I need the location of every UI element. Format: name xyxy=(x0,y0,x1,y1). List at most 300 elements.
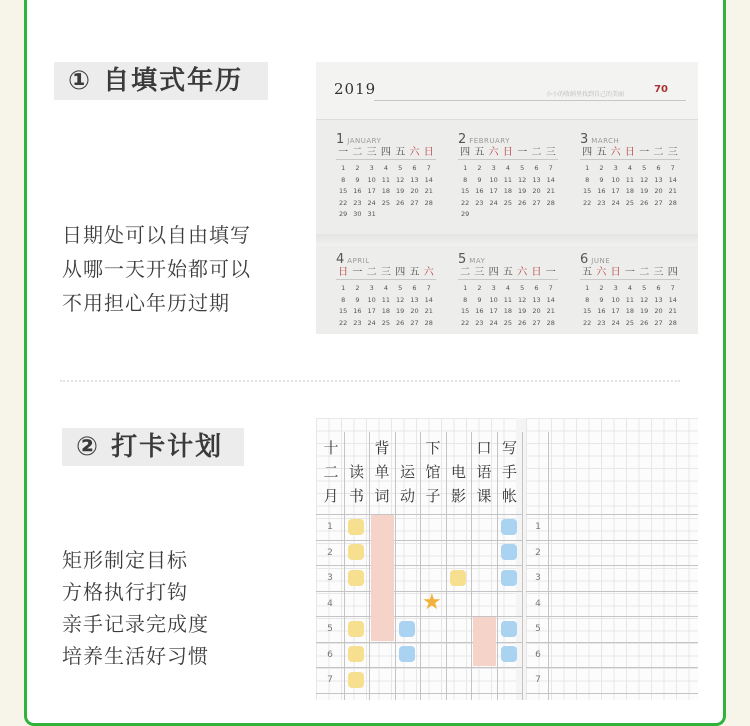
day-number: 20 xyxy=(532,187,541,195)
weekday-label: 三 xyxy=(545,147,556,158)
weekday-label: 一 xyxy=(338,147,349,158)
day-number: 10 xyxy=(367,175,376,184)
day-grid xyxy=(336,163,436,221)
day-number: 22 xyxy=(460,198,470,207)
column-header-char: 馆 xyxy=(425,463,441,481)
day-grid xyxy=(336,283,436,329)
day-number: 8 xyxy=(341,295,346,304)
day-number: 17 xyxy=(367,187,376,195)
weekday-label: 二 xyxy=(460,267,471,278)
day-number: 23 xyxy=(353,318,362,327)
day-number: 28 xyxy=(546,198,555,207)
day-number: 9 xyxy=(355,175,360,184)
day-number: 11 xyxy=(503,175,513,184)
grid-row-rule xyxy=(316,693,522,694)
day-number: 18 xyxy=(503,307,513,315)
day-number: 4 xyxy=(383,164,388,172)
weekday-row xyxy=(458,266,558,280)
row-number: 2 xyxy=(535,547,541,558)
checkin-mark xyxy=(348,672,364,688)
day-number: 12 xyxy=(640,295,649,304)
month-number: 1 xyxy=(336,132,345,147)
column-header-char: 帐 xyxy=(501,487,517,505)
day-number: 3 xyxy=(491,164,496,172)
day-number: 15 xyxy=(338,187,348,195)
month-name: JUNE xyxy=(591,257,611,265)
checkin-grid xyxy=(316,418,516,700)
day-number: 10 xyxy=(611,175,620,184)
weekday-label: 日 xyxy=(610,267,621,278)
calendar-header-tagline: 小小的收纳里找到自己的美丽 xyxy=(546,91,625,98)
weekday-label: 日 xyxy=(338,267,349,278)
column-header-char: 下 xyxy=(425,439,441,457)
day-number: 5 xyxy=(642,284,647,292)
day-number: 29 xyxy=(460,210,470,218)
day-number: 1 xyxy=(585,164,590,172)
checkin-grid-next-page xyxy=(526,418,698,700)
grid-row-rule xyxy=(316,565,522,566)
weekday-label: 三 xyxy=(380,267,391,278)
column-header-char: 电 xyxy=(450,463,466,481)
day-number: 13 xyxy=(410,295,419,304)
weekday-label: 五 xyxy=(582,267,593,278)
calendar-fold xyxy=(316,234,698,246)
weekday-label: 四 xyxy=(667,267,678,278)
day-number: 20 xyxy=(654,307,663,315)
day-number: 1 xyxy=(585,284,590,292)
grid-row-rule xyxy=(526,616,698,617)
month-number: 5 xyxy=(458,252,467,267)
day-number: 5 xyxy=(520,164,525,172)
grid-row-rule xyxy=(316,591,522,592)
row-number: 4 xyxy=(535,598,541,609)
weekday-row xyxy=(336,266,436,280)
weekday-label: 二 xyxy=(531,147,542,158)
day-number: 27 xyxy=(410,198,419,207)
row-number: 1 xyxy=(327,522,333,532)
weekday-label: 六 xyxy=(409,147,420,158)
column-header-char: 语 xyxy=(476,463,492,481)
day-number: 17 xyxy=(367,307,376,315)
day-number: 15 xyxy=(582,307,592,315)
column-header-char: 单 xyxy=(374,463,390,481)
day-number: 11 xyxy=(625,175,635,184)
grid-row-rule xyxy=(526,667,698,668)
weekday-label: 一 xyxy=(352,267,363,278)
column-header-char: 运 xyxy=(399,463,415,481)
calendar-header xyxy=(316,62,698,120)
checkin-mark xyxy=(501,519,517,535)
day-number: 14 xyxy=(424,295,433,304)
weekday-label: 六 xyxy=(488,147,499,158)
day-number: 3 xyxy=(369,164,374,172)
checkin-mark xyxy=(399,621,415,637)
weekday-label: 四 xyxy=(380,147,391,158)
day-number: 25 xyxy=(625,318,635,327)
weekday-label: 四 xyxy=(460,147,471,158)
day-number: 13 xyxy=(654,175,663,184)
day-number: 18 xyxy=(503,187,513,195)
day-number: 11 xyxy=(503,295,513,304)
day-number: 21 xyxy=(424,187,433,195)
day-number: 28 xyxy=(668,318,677,327)
day-number: 25 xyxy=(381,318,391,327)
grid-row-rule xyxy=(526,642,698,643)
day-number: 27 xyxy=(654,318,663,327)
weekday-label: 四 xyxy=(395,267,406,278)
day-number: 23 xyxy=(353,198,362,207)
weekday-row xyxy=(580,266,680,280)
checkin-mark xyxy=(399,646,415,662)
day-number: 20 xyxy=(410,307,419,315)
month-heading xyxy=(458,128,572,147)
row-number: 6 xyxy=(535,649,541,660)
day-number: 25 xyxy=(625,198,635,207)
day-number: 10 xyxy=(611,295,620,304)
row-number: 7 xyxy=(535,675,541,685)
day-number: 11 xyxy=(381,175,391,184)
day-number: 12 xyxy=(518,175,527,184)
checkin-mark xyxy=(348,544,364,560)
day-number: 19 xyxy=(640,187,649,195)
calendar-year: 2019 xyxy=(334,80,377,98)
day-number: 22 xyxy=(338,318,348,327)
weekday-label: 二 xyxy=(366,267,377,278)
section2-desc-line: 培养生活好习惯 xyxy=(62,644,209,668)
day-number: 16 xyxy=(353,187,362,195)
day-number: 7 xyxy=(670,284,675,292)
grid-row-rule xyxy=(526,540,698,541)
day-number: 21 xyxy=(546,187,555,195)
day-number: 4 xyxy=(505,284,510,292)
day-number: 25 xyxy=(503,318,513,327)
row-number: 6 xyxy=(327,649,333,660)
month-number: 3 xyxy=(580,132,589,147)
day-number: 3 xyxy=(491,284,496,292)
grid-row-rule xyxy=(526,565,698,566)
day-number: 23 xyxy=(597,198,606,207)
day-number: 16 xyxy=(597,307,606,315)
day-number: 13 xyxy=(410,175,419,184)
month-name: APRIL xyxy=(347,257,370,265)
day-number: 22 xyxy=(582,198,592,207)
day-number: 20 xyxy=(654,187,663,195)
day-number: 28 xyxy=(546,318,555,327)
day-number: 12 xyxy=(640,175,649,184)
month-number: 2 xyxy=(458,132,467,147)
month-heading xyxy=(580,128,694,147)
day-number: 10 xyxy=(489,175,498,184)
day-number: 4 xyxy=(383,284,388,292)
day-number: 15 xyxy=(460,307,470,315)
day-number: 24 xyxy=(489,198,498,207)
day-number: 19 xyxy=(518,187,527,195)
day-number: 23 xyxy=(475,198,484,207)
day-number: 14 xyxy=(668,175,677,184)
day-number: 1 xyxy=(463,284,468,292)
month-heading xyxy=(336,248,450,267)
day-number: 3 xyxy=(369,284,374,292)
day-number: 16 xyxy=(475,187,484,195)
day-number: 24 xyxy=(611,318,620,327)
calendar-page-mark: 70 xyxy=(654,84,668,95)
column-header-char: 手 xyxy=(501,463,517,481)
weekday-label: 一 xyxy=(624,267,635,278)
column-header-char: 背 xyxy=(374,439,390,457)
calendar-month xyxy=(458,128,572,221)
checkin-mark xyxy=(348,646,364,662)
weekday-label: 三 xyxy=(474,267,485,278)
day-number: 27 xyxy=(654,198,663,207)
calendar-photo xyxy=(316,62,698,334)
month-name: MARCH xyxy=(591,137,620,145)
grid-row-rule xyxy=(316,667,522,668)
calendar-month xyxy=(336,128,450,221)
day-number: 8 xyxy=(341,175,346,184)
day-number: 4 xyxy=(627,284,632,292)
day-number: 31 xyxy=(367,210,376,218)
day-number: 27 xyxy=(410,318,419,327)
weekday-label: 三 xyxy=(653,267,664,278)
calendar-month xyxy=(336,248,450,329)
day-number: 18 xyxy=(381,187,391,195)
day-number: 26 xyxy=(396,318,405,327)
grid-row-rule xyxy=(316,540,522,541)
day-number: 17 xyxy=(611,187,620,195)
section2-description xyxy=(62,544,209,672)
grid-row-rule xyxy=(526,591,698,592)
month-name: MAY xyxy=(469,257,486,265)
day-grid xyxy=(580,163,680,209)
day-number: 21 xyxy=(424,307,433,315)
day-grid xyxy=(458,283,558,329)
day-number: 13 xyxy=(532,175,541,184)
day-number: 2 xyxy=(477,284,482,292)
day-number: 4 xyxy=(505,164,510,172)
weekday-label: 五 xyxy=(596,147,607,158)
weekday-label: 六 xyxy=(517,267,528,278)
weekday-row xyxy=(458,146,558,160)
day-number: 7 xyxy=(426,164,431,172)
day-number: 24 xyxy=(367,198,376,207)
star-sticker: ★ xyxy=(422,589,442,615)
day-number: 10 xyxy=(489,295,498,304)
day-number: 9 xyxy=(599,295,604,304)
day-number: 14 xyxy=(424,175,433,184)
day-number: 21 xyxy=(546,307,555,315)
column-header-char: 影 xyxy=(450,487,466,505)
day-number: 18 xyxy=(625,307,635,315)
weekday-label: 二 xyxy=(653,147,664,158)
column-header-char: 月 xyxy=(323,487,339,505)
column-header-char: 动 xyxy=(399,487,415,505)
day-number: 5 xyxy=(520,284,525,292)
day-number: 9 xyxy=(599,175,604,184)
column-header-char: 课 xyxy=(476,487,492,505)
day-number: 5 xyxy=(642,164,647,172)
day-number: 23 xyxy=(597,318,606,327)
day-number: 15 xyxy=(460,187,470,195)
row-number: 1 xyxy=(535,522,541,532)
day-grid xyxy=(458,163,558,221)
day-number: 19 xyxy=(518,307,527,315)
checkin-mark xyxy=(348,621,364,637)
day-number: 6 xyxy=(412,164,417,172)
weekday-label: 一 xyxy=(639,147,650,158)
day-number: 27 xyxy=(532,318,541,327)
day-number: 1 xyxy=(341,164,346,172)
day-number: 6 xyxy=(656,164,661,172)
day-number: 17 xyxy=(611,307,620,315)
day-number: 3 xyxy=(613,284,618,292)
column-header-char: 口 xyxy=(476,439,492,457)
day-number: 30 xyxy=(353,210,362,218)
day-number: 6 xyxy=(656,284,661,292)
day-number: 2 xyxy=(599,284,604,292)
section1-title: ① 自填式年历 xyxy=(54,62,268,100)
day-number: 24 xyxy=(489,318,498,327)
weekday-row xyxy=(336,146,436,160)
row-number: 2 xyxy=(327,547,333,558)
day-number: 2 xyxy=(355,164,360,172)
day-number: 19 xyxy=(396,187,405,195)
day-grid xyxy=(580,283,680,329)
day-number: 2 xyxy=(599,164,604,172)
day-number: 16 xyxy=(597,187,606,195)
day-number: 5 xyxy=(398,164,403,172)
weekday-label: 五 xyxy=(474,147,485,158)
section2-title: ② 打卡计划 xyxy=(62,428,244,466)
day-number: 8 xyxy=(463,175,468,184)
day-number: 22 xyxy=(338,198,348,207)
weekday-row xyxy=(580,146,680,160)
day-number: 20 xyxy=(410,187,419,195)
weekday-label: 一 xyxy=(517,147,528,158)
day-number: 26 xyxy=(518,198,527,207)
day-number: 24 xyxy=(367,318,376,327)
day-number: 7 xyxy=(426,284,431,292)
day-number: 28 xyxy=(424,198,433,207)
column-header-char: 读 xyxy=(348,463,364,481)
weekday-label: 日 xyxy=(423,147,434,158)
day-number: 7 xyxy=(670,164,675,172)
day-number: 20 xyxy=(532,307,541,315)
weekday-label: 日 xyxy=(624,147,635,158)
weekday-label: 三 xyxy=(667,147,678,158)
month-number: 6 xyxy=(580,252,589,267)
month-heading xyxy=(458,248,572,267)
weekday-label: 四 xyxy=(488,267,499,278)
checkin-mark xyxy=(501,646,517,662)
section1-description xyxy=(62,218,251,320)
day-number: 25 xyxy=(381,198,391,207)
day-number: 8 xyxy=(585,175,590,184)
day-number: 24 xyxy=(611,198,620,207)
day-number: 17 xyxy=(489,187,498,195)
month-name: JANUARY xyxy=(347,137,382,145)
day-number: 13 xyxy=(532,295,541,304)
weekday-label: 一 xyxy=(545,267,556,278)
day-number: 11 xyxy=(625,295,635,304)
day-number: 29 xyxy=(338,210,348,218)
column-header-char: 十 xyxy=(323,439,339,457)
grid-row-rule xyxy=(526,693,698,694)
day-number: 28 xyxy=(668,198,677,207)
calendar-month xyxy=(458,248,572,329)
goal-bar xyxy=(473,617,496,666)
day-number: 1 xyxy=(341,284,346,292)
calendar-header-line xyxy=(374,100,686,101)
section1-desc-line: 从哪一天开始都可以 xyxy=(62,257,251,281)
day-number: 14 xyxy=(546,175,555,184)
day-number: 21 xyxy=(668,307,677,315)
goal-bar xyxy=(371,515,394,641)
column-header-char: 书 xyxy=(348,487,364,505)
checkin-mark xyxy=(501,621,517,637)
day-number: 21 xyxy=(668,187,677,195)
day-number: 18 xyxy=(625,187,635,195)
column-header-char: 二 xyxy=(323,463,339,481)
day-number: 9 xyxy=(477,175,482,184)
day-number: 14 xyxy=(546,295,555,304)
day-number: 15 xyxy=(338,307,348,315)
weekday-label: 五 xyxy=(502,267,513,278)
month-heading xyxy=(580,248,694,267)
row-number: 4 xyxy=(327,598,333,609)
month-name: FEBRUARY xyxy=(469,137,511,145)
column-header-char: 子 xyxy=(425,487,441,505)
checkin-mark xyxy=(348,519,364,535)
day-number: 15 xyxy=(582,187,592,195)
row-number: 5 xyxy=(327,624,333,634)
day-number: 27 xyxy=(532,198,541,207)
row-number: 3 xyxy=(327,573,333,583)
day-number: 6 xyxy=(534,284,539,292)
day-number: 23 xyxy=(475,318,484,327)
weekday-label: 日 xyxy=(531,267,542,278)
weekday-label: 二 xyxy=(639,267,650,278)
section-divider xyxy=(60,380,680,382)
section2-desc-line: 方格执行打钩 xyxy=(62,580,188,604)
weekday-label: 五 xyxy=(395,147,406,158)
day-number: 6 xyxy=(534,164,539,172)
calendar-month xyxy=(580,128,694,209)
day-number: 25 xyxy=(503,198,513,207)
day-number: 19 xyxy=(640,307,649,315)
day-number: 10 xyxy=(367,295,376,304)
day-number: 13 xyxy=(654,295,663,304)
weekday-label: 二 xyxy=(352,147,363,158)
grid-column-rule xyxy=(522,432,523,700)
grid-column-rule xyxy=(548,432,549,700)
day-number: 17 xyxy=(489,307,498,315)
day-number: 3 xyxy=(613,164,618,172)
day-number: 5 xyxy=(398,284,403,292)
day-number: 26 xyxy=(640,318,649,327)
day-number: 14 xyxy=(668,295,677,304)
section2-desc-line: 亲手记录完成度 xyxy=(62,612,209,636)
month-heading xyxy=(336,128,450,147)
day-number: 1 xyxy=(463,164,468,172)
day-number: 16 xyxy=(353,307,362,315)
day-number: 7 xyxy=(548,164,553,172)
day-number: 18 xyxy=(381,307,391,315)
day-number: 22 xyxy=(582,318,592,327)
weekday-label: 三 xyxy=(366,147,377,158)
day-number: 11 xyxy=(381,295,391,304)
checkin-photo xyxy=(316,418,698,700)
grid-row-rule xyxy=(316,514,522,515)
